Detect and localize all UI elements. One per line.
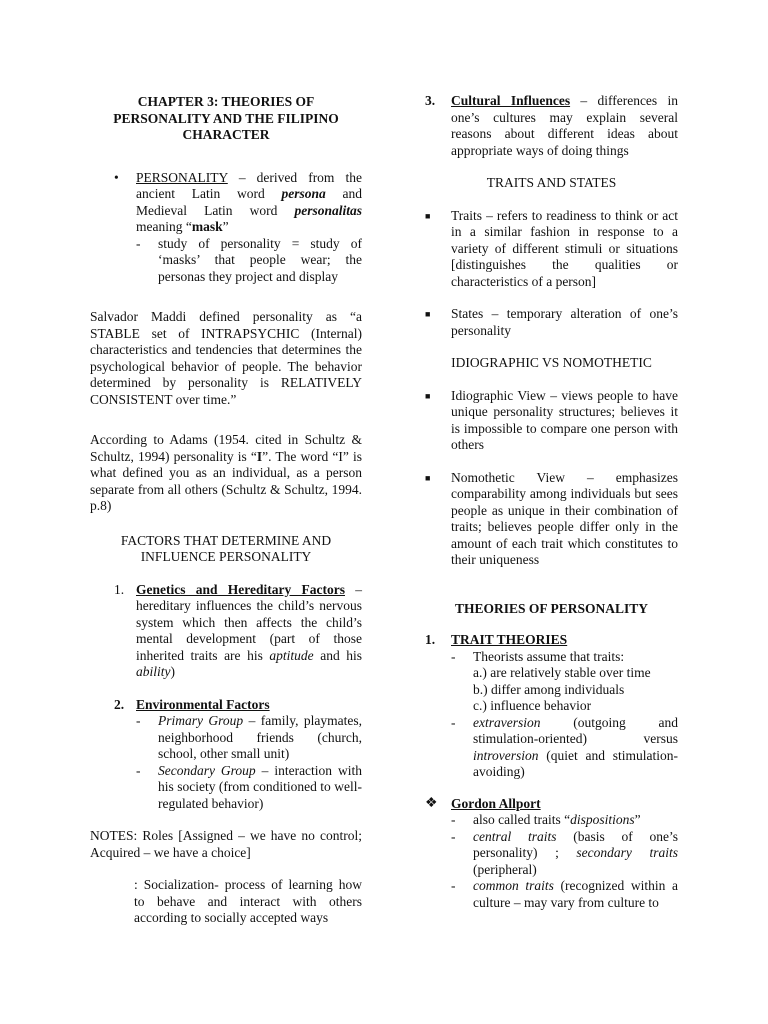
common-traits-body: (recognized within a culture – may vary from culture to	[473, 878, 679, 910]
nomothetic-text: Nomothetic View – emphasizes comparability among individuals but sees people as unique in their combination of traits; believes people differ only in the amount of each trait which constitutes to their uniqueness	[451, 469, 678, 567]
factor-2	[90, 697, 362, 813]
primary-group-body: – family, playmates, neighborhood friends (church, school, other small unit)	[158, 713, 362, 761]
square-bullet-icon: ■	[425, 390, 431, 401]
dash-icon: -	[451, 648, 456, 664]
personality-text: – derived from the ancient Latin word	[136, 169, 362, 201]
nomothetic-item	[425, 470, 678, 569]
factor-2-sub-1	[136, 713, 362, 763]
common-traits-text	[473, 878, 678, 911]
square-bullet-icon: ■	[425, 472, 431, 483]
secondary-traits-term: secondary traits	[576, 845, 679, 860]
chapter-title: CHAPTER 3: THEORIES OF PERSONALITY AND THE FILIPINO CHARACTER	[113, 94, 339, 142]
personality-text: ”	[222, 219, 229, 234]
secondary-traits-body: (peripheral)	[473, 861, 537, 877]
trait-list-b: b.) differ among individuals	[473, 681, 625, 697]
personality-sub	[136, 236, 362, 286]
secondary-group-text	[158, 763, 362, 813]
idiographic-heading: IDIOGRAPHIC VS NOMOTHETIC	[451, 355, 652, 370]
factor-1-body: – hereditary influences the child’s nervous system which then affects the child’s mental development (part of those inherited traits are his	[136, 581, 362, 663]
allport-sub-1	[451, 812, 678, 829]
left-column	[90, 90, 362, 927]
cultural-influences-body: – differences in one’s cultures may explain several reasons about different ideas about appropriate ways of doing things	[451, 93, 678, 158]
factor-1	[90, 582, 362, 681]
trait-theories-title: TRAIT THEORIES	[451, 632, 568, 647]
aptitude-word: aptitude	[269, 647, 314, 663]
dispositions-text	[473, 812, 678, 829]
allport-section	[425, 796, 678, 912]
dispositions-body: ”	[634, 812, 641, 827]
personalitas-word: personalitas	[294, 202, 362, 218]
trait-list-c: c.) influence behavior	[473, 698, 592, 713]
central-traits-text	[473, 829, 678, 879]
allport-sub-3	[451, 878, 678, 911]
introversion-body: (quiet and stimulation-avoiding)	[473, 747, 678, 779]
right-column	[425, 93, 678, 911]
personality-text: and Medieval Latin word	[136, 186, 362, 218]
idiographic-item	[425, 388, 678, 454]
dispositions-body: also called traits “	[473, 812, 571, 827]
introversion-term: introversion	[473, 747, 539, 763]
allport-title: Gordon Allport	[451, 795, 541, 811]
traits-text: Traits – refers to readiness to think or act in a similar fashion in response to a variety of different stimuli or situations [distinguishes the qualities or characteristics of a person]	[451, 207, 678, 289]
common-traits-term: common traits	[473, 878, 554, 893]
cultural-influences-title: Cultural Influences	[451, 93, 571, 108]
persona-word: persona	[281, 186, 326, 201]
square-bullet-icon: ■	[425, 309, 431, 319]
square-bullet-icon: ■	[425, 210, 431, 221]
states-item	[425, 306, 678, 339]
primary-group-text	[158, 713, 362, 763]
cultural-influences	[425, 93, 678, 159]
dash-icon: -	[136, 713, 141, 728]
bullet-dot-icon: •	[114, 169, 119, 185]
mask-word: mask	[191, 219, 223, 234]
factor-1-number: 1.	[114, 581, 125, 597]
extraversion-term: extraversion	[473, 714, 541, 730]
central-traits-body: (basis of one’s personality) ;	[473, 828, 678, 860]
factor-1-text	[136, 582, 362, 681]
traits-states-heading: TRAITS AND STATES	[486, 175, 617, 190]
adams-text: ”. The word “I” is what defined you as an individual, as a person separate from all others (Schultz & Schultz, 1994. p.8)	[90, 448, 362, 513]
adams-i: I	[256, 448, 263, 464]
trait-theories-number: 1.	[425, 632, 436, 647]
maddi-paragraph: Salvador Maddi defined personality as “a STABLE set of INTRAPSYCHIC (Internal) characteristics and tendencies that determines the psychological behavior of people. The behavior determined by personality is RELATIVELY CONSISTENT over time.”	[90, 309, 362, 407]
factor-1-body: )	[170, 664, 175, 679]
diamond-bullet-icon: ❖	[425, 795, 438, 811]
extraversion-body: (outgoing and stimulation-oriented) versus	[473, 714, 678, 746]
dash-icon: -	[136, 235, 141, 251]
adams-paragraph	[90, 432, 362, 515]
central-traits-term: central traits	[473, 828, 557, 844]
primary-group-term: Primary Group	[158, 713, 244, 728]
notes-paragraph: NOTES: Roles [Assigned – we have no control; Acquired – we have a choice]	[90, 828, 362, 860]
dash-icon: -	[451, 878, 456, 893]
factor-2-number: 2.	[114, 696, 125, 712]
secondary-group-body: – interaction with his society (from conditioned to well-regulated behavior)	[158, 762, 362, 811]
idiographic-text: Idiographic View – views people to have unique personality structures; believes it is impossible to compare one person with others	[451, 387, 678, 452]
dash-icon: -	[451, 828, 456, 844]
factors-heading: FACTORS THAT DETERMINE AND INFLUENCE PERSONALITY	[120, 532, 332, 564]
cultural-influences-text	[451, 93, 678, 159]
personality-bullet	[90, 170, 362, 286]
dash-icon: -	[451, 714, 456, 730]
dash-icon: -	[136, 762, 141, 778]
dispositions-term: dispositions	[570, 812, 635, 827]
factor-2-title: Environmental Factors	[136, 696, 270, 712]
allport-content	[451, 796, 678, 912]
theorists-assume	[473, 649, 678, 715]
trait-theories-sub-1	[451, 649, 678, 715]
factor-1-title: Genetics and Hereditary Factors	[136, 581, 345, 597]
traits-item	[425, 208, 678, 291]
allport-sub-2	[451, 829, 678, 879]
extraversion-text	[473, 715, 678, 781]
factor-1-body: and his	[313, 647, 362, 663]
personality-sub-text: study of personality = study of ‘masks’ that people wear; the personas they project and display	[158, 235, 362, 284]
ability-word: ability	[136, 664, 171, 679]
personality-term: PERSONALITY	[136, 169, 228, 185]
trait-list-a: a.) are relatively stable over time	[473, 665, 651, 680]
item-3-number: 3.	[425, 93, 436, 108]
personality-text: meaning “	[136, 219, 192, 234]
dash-icon: -	[451, 812, 456, 827]
theorists-assume-text: Theorists assume that traits:	[473, 648, 625, 664]
states-text: States – temporary alteration of one’s personality	[451, 306, 678, 338]
adams-text: According to Adams (1954. cited in Schultz & Schultz, 1994) personality is “	[90, 432, 362, 464]
personality-definition	[136, 170, 362, 286]
trait-theories-sub-2	[451, 715, 678, 781]
factor-2-sub-2	[136, 763, 362, 813]
socialization-paragraph: : Socialization- process of learning how to behave and interact with others according to socially accepted ways	[134, 877, 362, 925]
factor-2-content	[136, 697, 362, 813]
secondary-group-term: Secondary Group	[158, 762, 256, 778]
theories-heading: THEORIES OF PERSONALITY	[454, 600, 649, 616]
trait-theories	[425, 632, 678, 781]
trait-theories-content	[451, 632, 678, 781]
